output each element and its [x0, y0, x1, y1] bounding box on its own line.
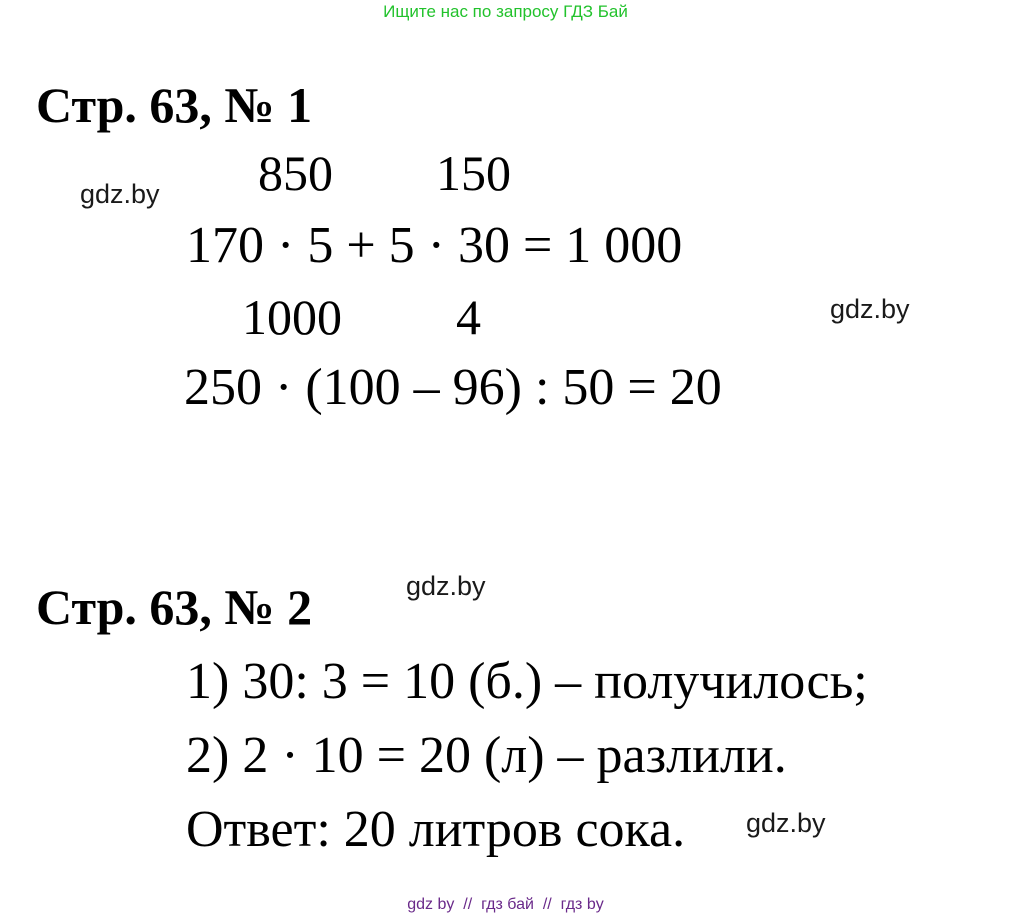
watermark-3: gdz.by: [406, 571, 486, 601]
helper-1000: 1000: [242, 289, 342, 345]
top-banner: Ищите нас по запросу ГДЗ Бай: [383, 2, 628, 21]
helper-150: 150: [436, 145, 511, 201]
solution-line-2: 2) 2 · 10 = 20 (л) – разлили.: [186, 727, 787, 784]
answer-line: Ответ: 20 литров сока.: [186, 801, 686, 858]
solution-line-1: 1) 30: 3 = 10 (б.) – получилось;: [186, 653, 868, 710]
task1-heading: Стр. 63, № 1: [36, 77, 313, 133]
expression-1: 170 · 5 + 5 · 30 = 1 000: [186, 217, 683, 274]
helper-4: 4: [456, 289, 481, 345]
helper-850: 850: [258, 145, 333, 201]
watermark-4: gdz.by: [746, 808, 826, 838]
watermark-2: gdz.by: [830, 294, 910, 324]
expression-2: 250 · (100 – 96) : 50 = 20: [184, 359, 722, 416]
task2-heading: Стр. 63, № 2: [36, 579, 313, 635]
watermark-1: gdz.by: [80, 179, 160, 209]
footer-links: gdz by // гдз бай // гдз by: [407, 896, 604, 913]
